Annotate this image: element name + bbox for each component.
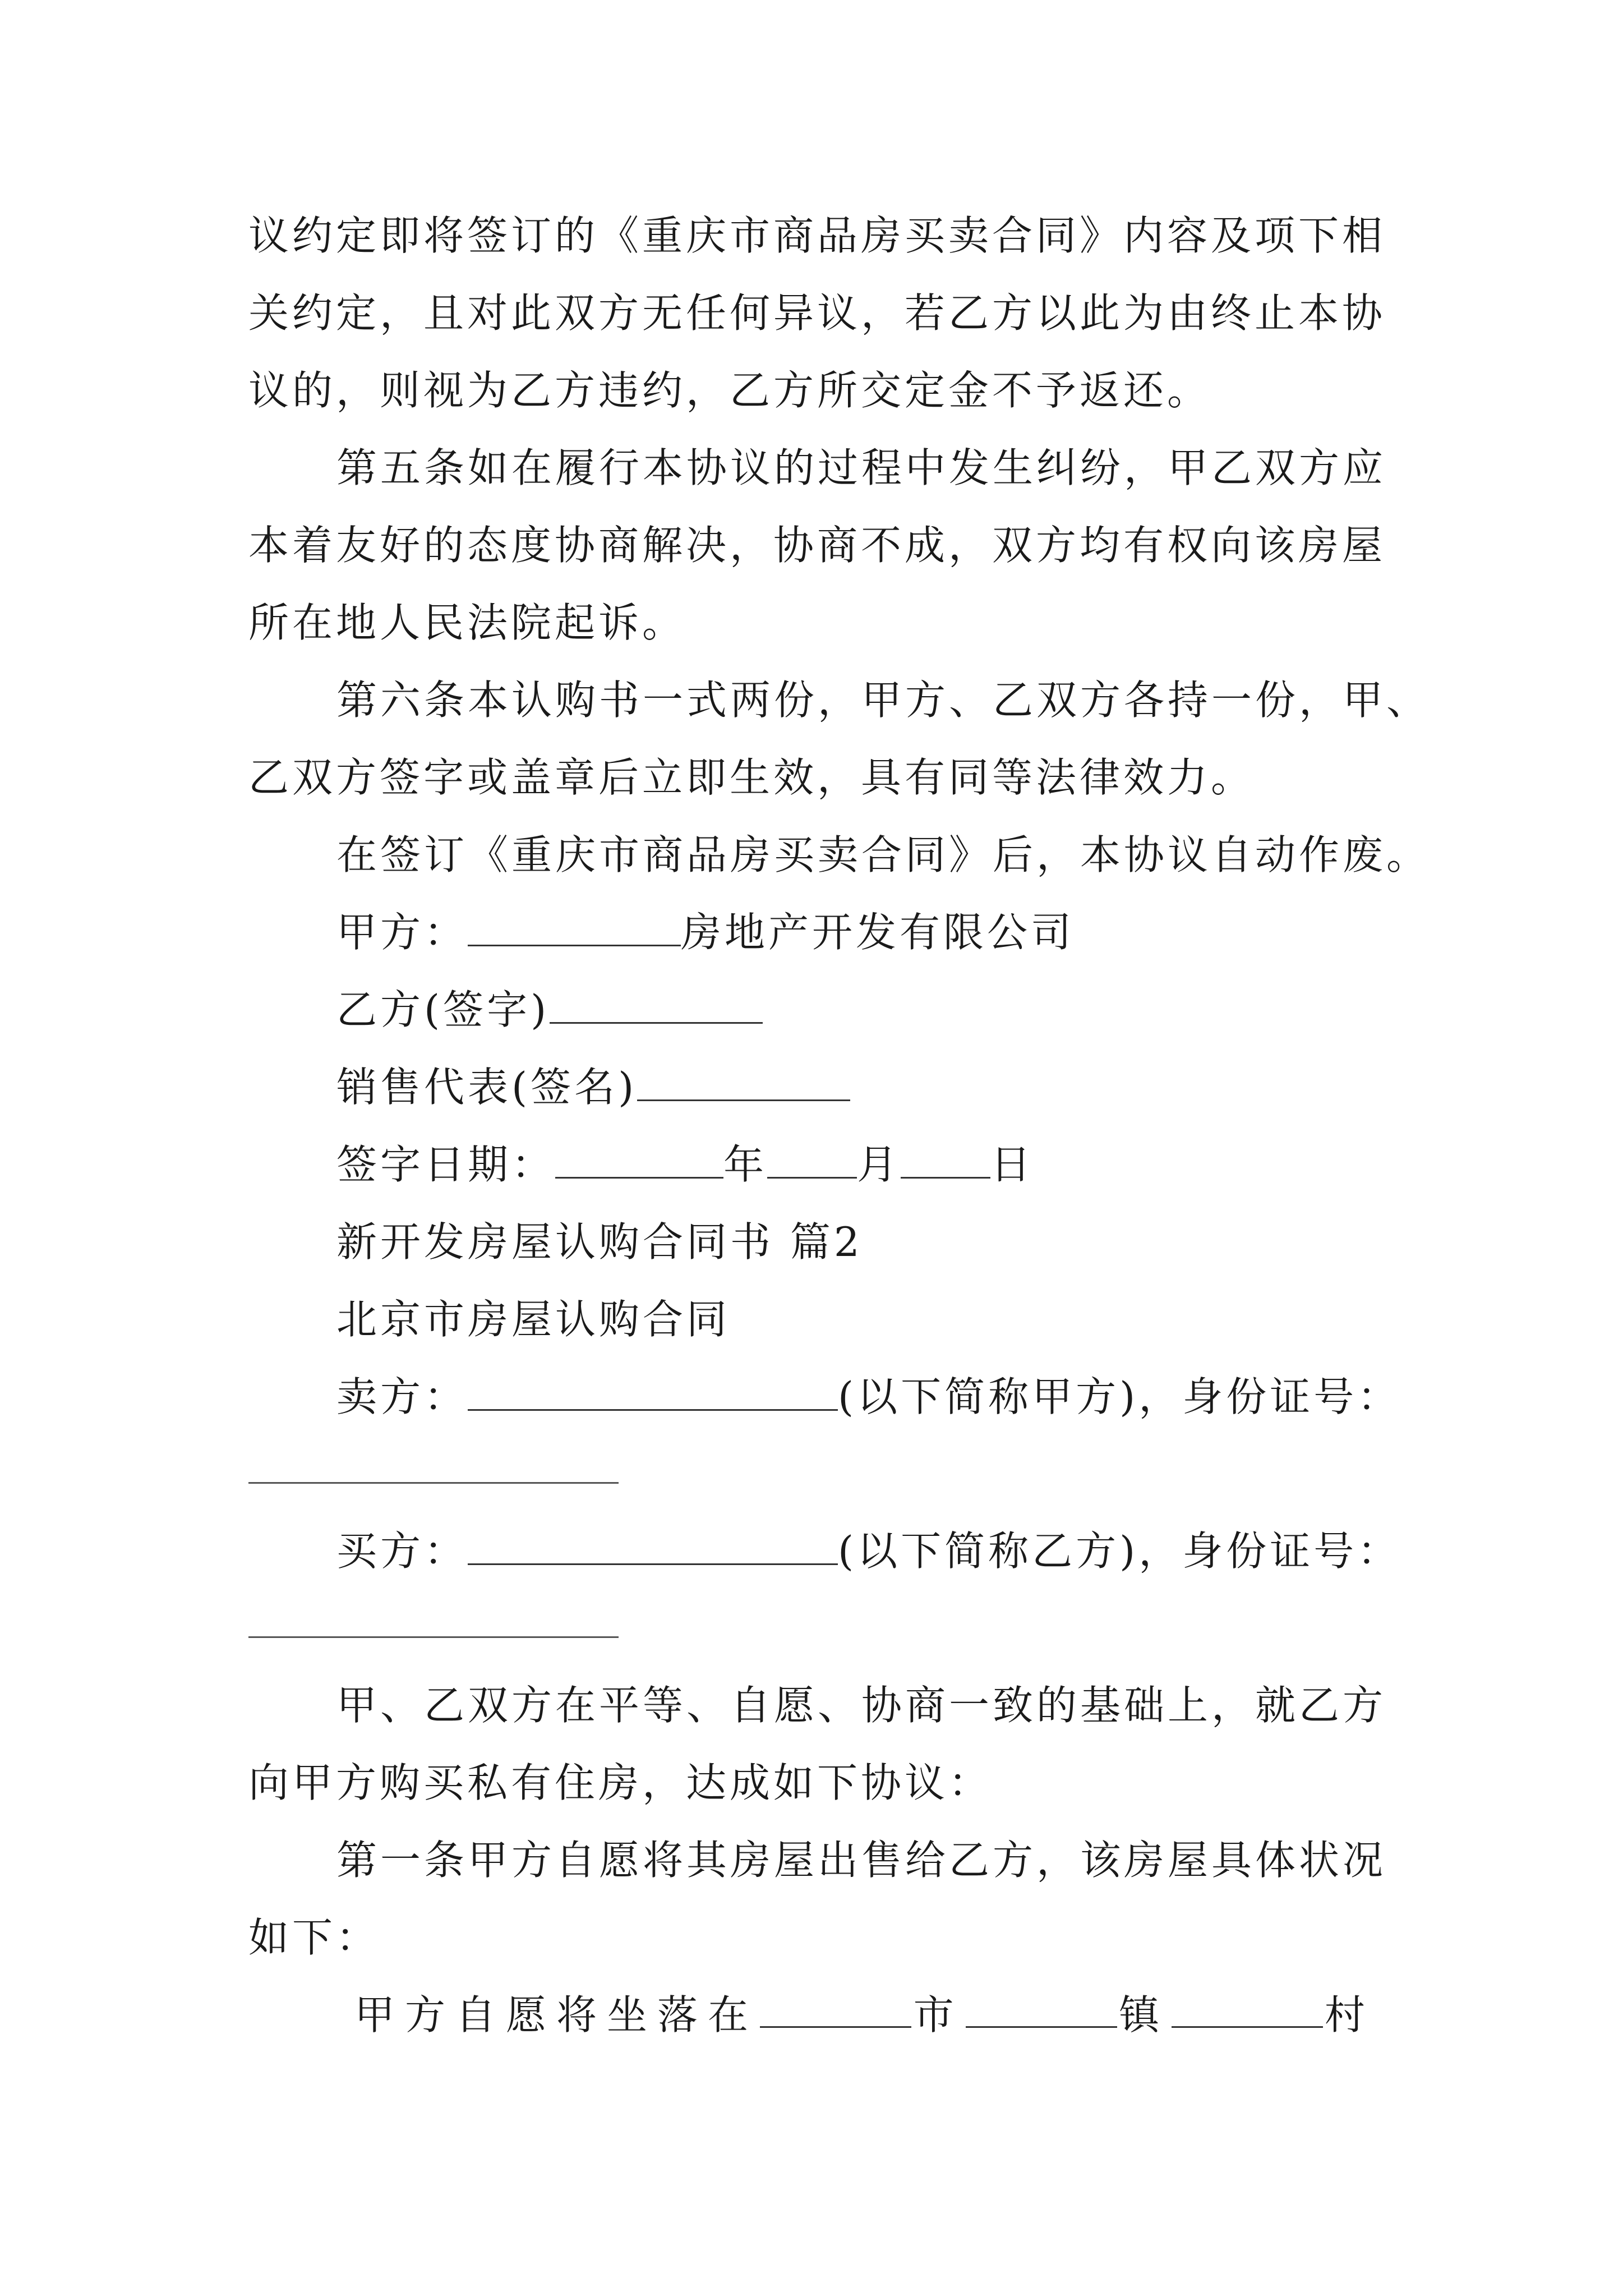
buyer-label: 买方：: [336, 1527, 468, 1575]
day-label: 日: [990, 1141, 1035, 1188]
paragraph-line: 议约定即将签订的《重庆市商品房买卖合同》内容及项下相: [248, 212, 1386, 259]
seller-name-blank: [468, 1370, 838, 1411]
section-heading: 新开发房屋认购合同书 篇2: [336, 1218, 863, 1266]
buyer-id-blank: [248, 1636, 619, 1638]
sign-date-line: [336, 1137, 1034, 1193]
paragraph-line: 第六条本认购书一式两份，甲方、乙双方各持一份，甲、: [336, 677, 1431, 724]
city-label: 市: [913, 1991, 964, 2039]
buyer-name-blank: [468, 1524, 838, 1565]
paragraph-line: 本着友好的态度协商解决，协商不成，双方均有权向该房屋: [248, 522, 1386, 569]
party-b-line: [336, 982, 763, 1038]
party-b-signature-blank: [550, 983, 763, 1024]
property-location-line: [354, 1987, 1375, 2043]
village-label: 村: [1324, 1991, 1375, 2039]
month-label: 月: [857, 1141, 901, 1188]
seller-label: 卖方：: [336, 1373, 468, 1420]
paragraph-line: 乙双方签字或盖章后立即生效，具有同等法律效力。: [248, 754, 1255, 801]
contract-title: 北京市房屋认购合同: [336, 1296, 731, 1343]
seller-line: [336, 1369, 1401, 1425]
paragraph-line: 如下：: [248, 1914, 380, 1961]
year-label: 年: [723, 1141, 768, 1188]
paragraph-line: 向甲方购买私有住房，达成如下协议：: [248, 1759, 993, 1806]
city-blank: [760, 1987, 911, 2028]
town-label: 镇: [1119, 1991, 1170, 2039]
party-a-line: [336, 904, 1075, 960]
paragraph-line: 甲、乙双方在平等、自愿、协商一致的基础上，就乙方: [336, 1682, 1387, 1729]
buyer-line: [336, 1523, 1401, 1579]
party-b-label: 乙方(签字): [336, 986, 550, 1033]
month-blank: [767, 1138, 857, 1179]
sales-rep-line: [336, 1059, 850, 1115]
paragraph-line: 议的，则视为乙方违约，乙方所交定金不予返还。: [248, 367, 1211, 414]
buyer-suffix: (以下简称乙方)，身份证号：: [838, 1527, 1401, 1575]
year-blank: [555, 1138, 723, 1179]
day-blank: [901, 1138, 990, 1179]
paragraph-line: 第一条甲方自愿将其房屋出售给乙方，该房屋具体状况: [336, 1837, 1387, 1884]
seller-id-blank: [248, 1482, 619, 1484]
town-blank: [966, 1987, 1117, 2028]
party-a-blank: [468, 905, 681, 946]
paragraph-line: 关约定，且对此双方无任何异议，若乙方以此为由终止本协: [248, 289, 1386, 337]
sales-rep-signature-blank: [637, 1060, 850, 1101]
paragraph-line: 第五条如在履行本协议的过程中发生纠纷，甲乙双方应: [336, 444, 1387, 491]
party-a-label: 甲方：: [336, 909, 468, 956]
paragraph-line: 在签订《重庆市商品房买卖合同》后，本协议自动作废。: [336, 831, 1431, 878]
paragraph-line: 所在地人民法院起诉。: [248, 599, 686, 646]
village-blank: [1172, 1987, 1323, 2028]
seller-suffix: (以下简称甲方)，身份证号：: [838, 1373, 1401, 1420]
location-prefix: 甲方自愿将坐落在: [354, 1991, 759, 2039]
sign-date-label: 签字日期：: [336, 1141, 556, 1188]
sales-rep-label: 销售代表(签名): [336, 1064, 638, 1111]
party-a-suffix: 房地产开发有限公司: [681, 909, 1075, 956]
